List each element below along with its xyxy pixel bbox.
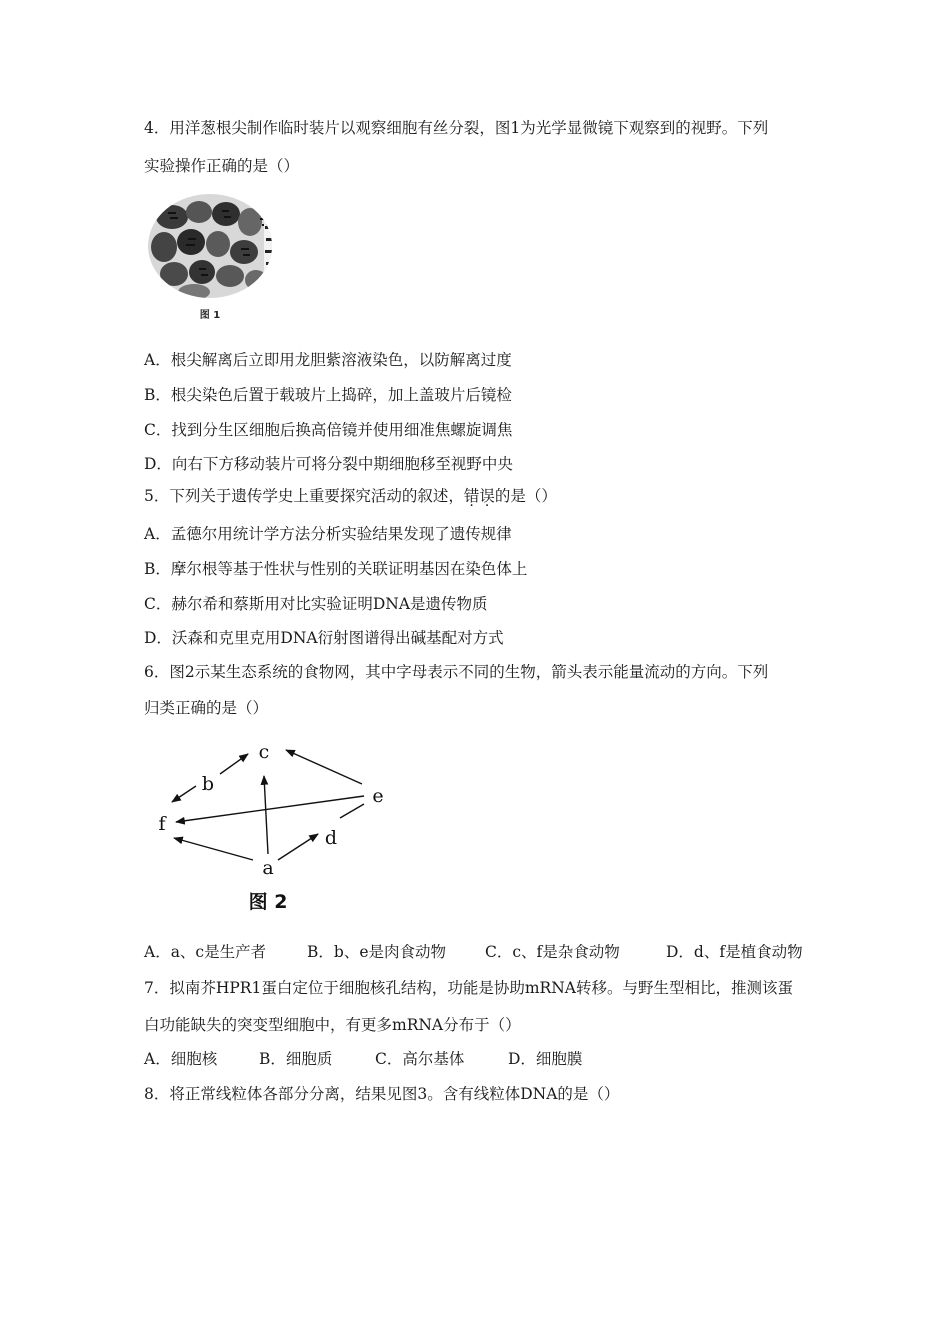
arrow-d-to-e bbox=[340, 804, 364, 818]
node-f: f bbox=[158, 813, 166, 835]
q5-option-d: D．沃森和克里克用DNA衍射图谱得出碱基配对方式 bbox=[144, 629, 504, 647]
q5-option-a: A．孟德尔用统计学方法分析实验结果发现了遗传规律 bbox=[144, 525, 512, 543]
q5-stem-prefix: 5．下列关于遗传学史上重要探究活动的叙述， bbox=[144, 487, 464, 505]
figure-1-caption: 图 1 bbox=[199, 310, 221, 321]
q4-option-c: C．找到分生区细胞后换高倍镜并使用细准焦螺旋调焦 bbox=[144, 421, 513, 439]
arrow-a-to-c bbox=[264, 776, 268, 854]
q7-option-d: D．细胞膜 bbox=[508, 1050, 583, 1068]
q6-option-a: A．a、c是生产者 bbox=[144, 943, 267, 961]
arrow-e-to-c bbox=[286, 750, 362, 784]
q7-stem-line2: 白功能缺失的突变型细胞中，有更多mRNA分布于（） bbox=[144, 1016, 521, 1034]
q5-stem-emphasis-1: 错 bbox=[463, 487, 480, 505]
node-d: d bbox=[324, 827, 338, 849]
node-c: c bbox=[258, 741, 270, 763]
q6-option-d: D．d、f是植食动物 bbox=[666, 943, 803, 961]
q6-stem-line2: 归类正确的是（） bbox=[144, 699, 269, 717]
arrow-a-to-f bbox=[174, 838, 253, 860]
node-a: a bbox=[262, 857, 274, 879]
q8-stem-line1: 8．将正常线粒体各部分分离，结果见图3。含有线粒体DNA的是（） bbox=[144, 1085, 620, 1103]
q4-stem-line1: 4．用洋葱根尖制作临时装片以观察细胞有丝分裂，图1为光学显微镜下观察到的视野。下列 bbox=[144, 119, 769, 137]
figure-2-food-web bbox=[150, 736, 390, 914]
q7-stem-line1: 7．拟南芥HPR1蛋白定位于细胞核孔结构，功能是协助mRNA转移。与野生型相比，推测该蛋 bbox=[144, 979, 793, 997]
q4-option-d: D．向右下方移动装片可将分裂中期细胞移至视野中央 bbox=[144, 455, 513, 473]
q4-option-b: B．根尖染色后置于载玻片上捣碎，加上盖玻片后镜检 bbox=[144, 386, 512, 404]
arrow-a-to-d bbox=[278, 834, 318, 860]
q6-option-b: B．b、e是肉食动物 bbox=[307, 943, 446, 961]
arrow-e-to-f bbox=[176, 796, 364, 822]
q6-stem-line1: 6．图2示某生态系统的食物网，其中字母表示不同的生物，箭头表示能量流动的方向。下列 bbox=[144, 663, 769, 681]
figure-1-micrograph bbox=[144, 192, 280, 322]
q5-stem bbox=[144, 486, 557, 506]
q5-stem-suffix: 的是（） bbox=[494, 487, 557, 505]
node-e: e bbox=[372, 785, 384, 807]
arrow-b-to-f bbox=[172, 786, 196, 802]
q4-stem-line2: 实验操作正确的是（） bbox=[144, 157, 300, 175]
node-b: b bbox=[201, 773, 215, 795]
q5-option-b: B．摩尔根等基于性状与性别的关联证明基因在染色体上 bbox=[144, 560, 528, 578]
q5-stem-emphasis-2: 误 bbox=[479, 487, 495, 505]
q7-option-c: C．高尔基体 bbox=[375, 1050, 465, 1068]
figure-2-caption: 图 2 bbox=[248, 891, 288, 913]
q7-option-b: B．细胞质 bbox=[259, 1050, 333, 1068]
q4-option-a: A．根尖解离后立即用龙胆紫溶液染色，以防解离过度 bbox=[144, 351, 512, 369]
q6-option-c: C．c、f是杂食动物 bbox=[485, 943, 620, 961]
q5-option-c: C．赫尔希和蔡斯用对比实验证明DNA是遗传物质 bbox=[144, 595, 488, 613]
arrow-b-to-c bbox=[220, 754, 248, 774]
q7-option-a: A．细胞核 bbox=[144, 1050, 218, 1068]
